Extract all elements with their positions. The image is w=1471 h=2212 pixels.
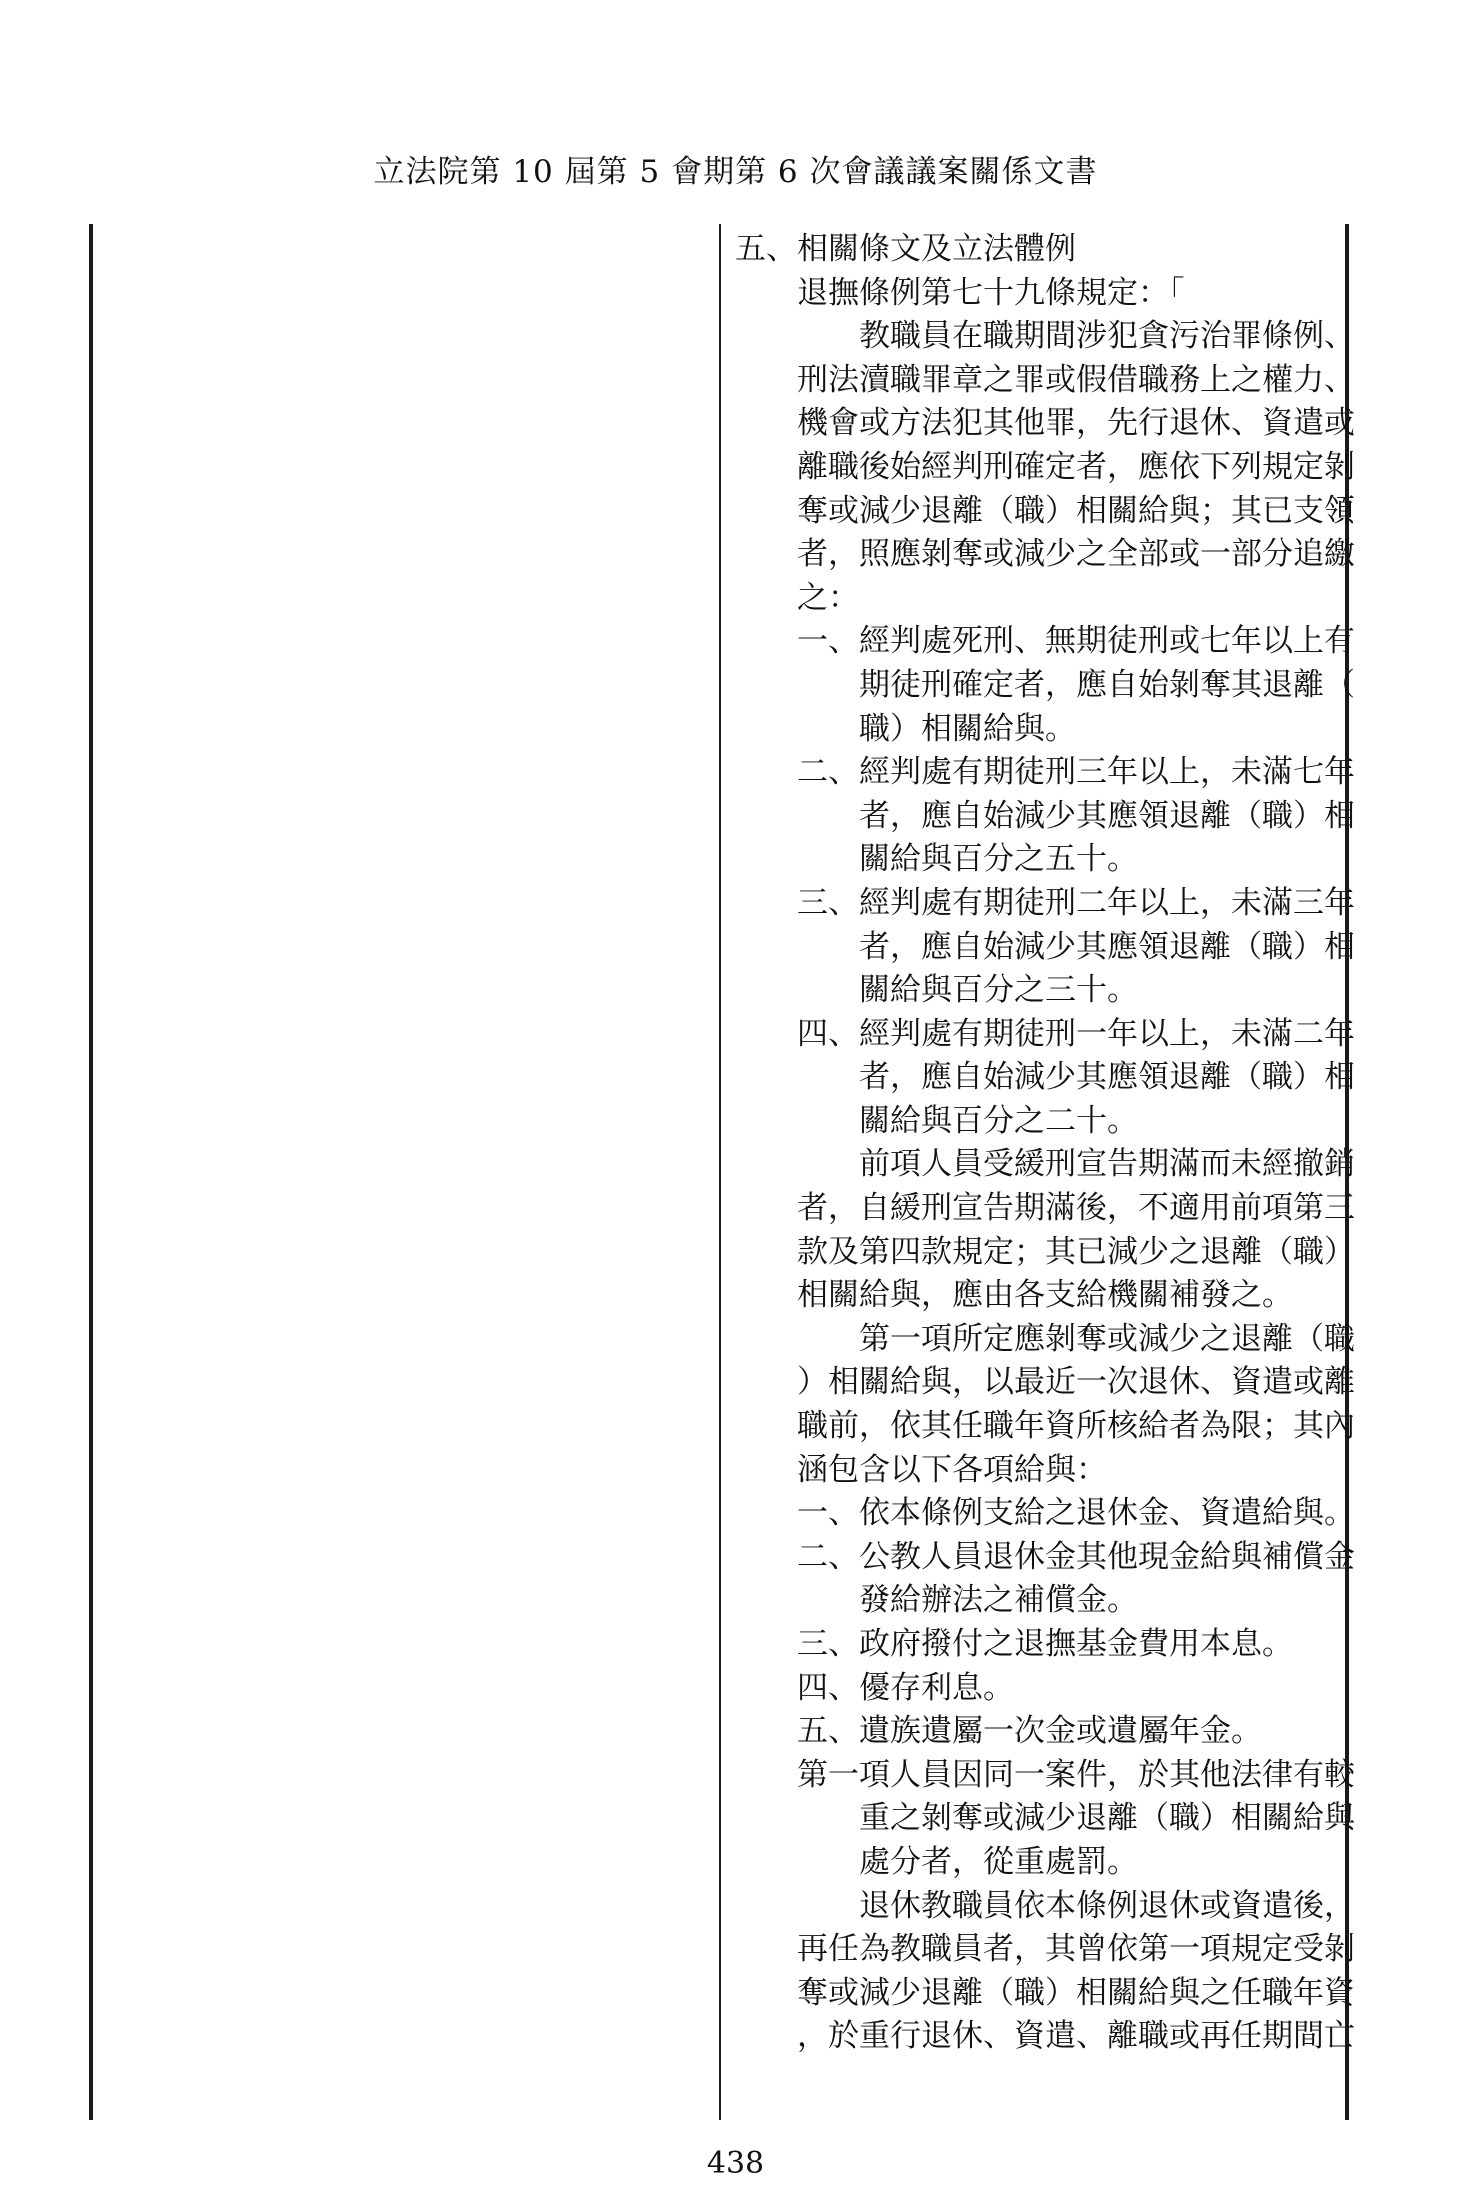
text-line: 關給與百分之三十。 [797,972,1138,1009]
document-header: 立法院第 10 屆第 5 會期第 6 次會議議案關係文書 [373,154,1098,190]
text-line: 教職員在職期間涉犯貪污治罪條例、 [797,318,1355,355]
text-line: 發給辦法之補償金。 [797,1582,1138,1619]
text-line: 五、遺族遺屬一次金或遺屬年金。 [797,1713,1262,1750]
text-line: 之： [797,579,859,616]
text-line: 三、經判處有期徒刑二年以上，未滿三年 [797,884,1355,921]
text-line: 刑法瀆職罪章之罪或假借職務上之權力、 [797,361,1355,398]
text-line: 職前，依其任職年資所核給者為限；其內 [797,1408,1355,1445]
text-line: 職）相關給與。 [797,710,1076,747]
text-line: 第一項所定應剝奪或減少之退離（職 [797,1320,1355,1357]
text-line: 一、經判處死刑、無期徒刑或七年以上有 [797,623,1355,660]
text-line: 者，應自始減少其應領退離（職）相 [797,928,1355,965]
text-line: 一、依本條例支給之退休金、資遣給與。 [797,1495,1355,1532]
text-line: 四、經判處有期徒刑一年以上，未滿二年 [797,1015,1355,1052]
text-line: 第一項人員因同一案件，於其他法律有較 [797,1756,1355,1793]
text-line: 關給與百分之五十。 [797,841,1138,878]
text-line: 期徒刑確定者，應自始剝奪其退離（ [797,666,1355,703]
text-line: ，於重行退休、資遣、離職或再任期間亡 [797,2018,1355,2055]
text-line: 者，應自始減少其應領退離（職）相 [797,1059,1355,1096]
text-line: 奪或減少退離（職）相關給與之任職年資 [797,1974,1355,2011]
text-line: 退休教職員依本條例退休或資遣後， [797,1887,1355,1924]
left-column-border [89,224,93,2120]
section-heading: 五、相關條文及立法體例 [735,231,1076,267]
text-line: 涵包含以下各項給與： [797,1451,1107,1488]
center-column-divider [719,224,721,2120]
statute-text-column [735,228,1355,2059]
text-line: 前項人員受緩刑宣告期滿而未經撤銷 [797,1146,1355,1183]
text-line: 二、經判處有期徒刑三年以上，未滿七年 [797,754,1355,791]
text-line: 離職後始經判刑確定者，應依下列規定剝 [797,448,1355,485]
text-line: ）相關給與，以最近一次退休、資遣或離 [797,1364,1355,1401]
text-line: 機會或方法犯其他罪，先行退休、資遣或 [797,405,1355,442]
text-line: 三、政府撥付之退撫基金費用本息。 [797,1626,1293,1662]
text-line: 處分者，從重處罰。 [797,1843,1138,1880]
text-line: 款及第四款規定；其已減少之退離（職） [797,1233,1355,1270]
text-line: 再任為教職員者，其曾依第一項規定受剝 [797,1931,1355,1968]
text-line: 關給與百分之二十。 [797,1102,1138,1139]
text-line: 奪或減少退離（職）相關給與；其已支領 [797,492,1355,529]
text-line: 者，應自始減少其應領退離（職）相 [797,797,1355,834]
text-line: 二、公教人員退休金其他現金給與補償金 [797,1538,1355,1575]
page-number: 438 [706,2146,765,2181]
text-line: 四、優存利息。 [797,1669,1014,1706]
text-line: 相關給與，應由各支給機關補發之。 [797,1277,1293,1314]
text-line: 退撫條例第七十九條規定：「 [797,274,1185,311]
text-line: 者，照應剝奪或減少之全部或一部分追繳 [797,536,1355,573]
text-line: 者，自緩刑宣告期滿後，不適用前項第三 [797,1190,1355,1227]
text-line: 重之剝奪或減少退離（職）相關給與 [797,1800,1355,1837]
